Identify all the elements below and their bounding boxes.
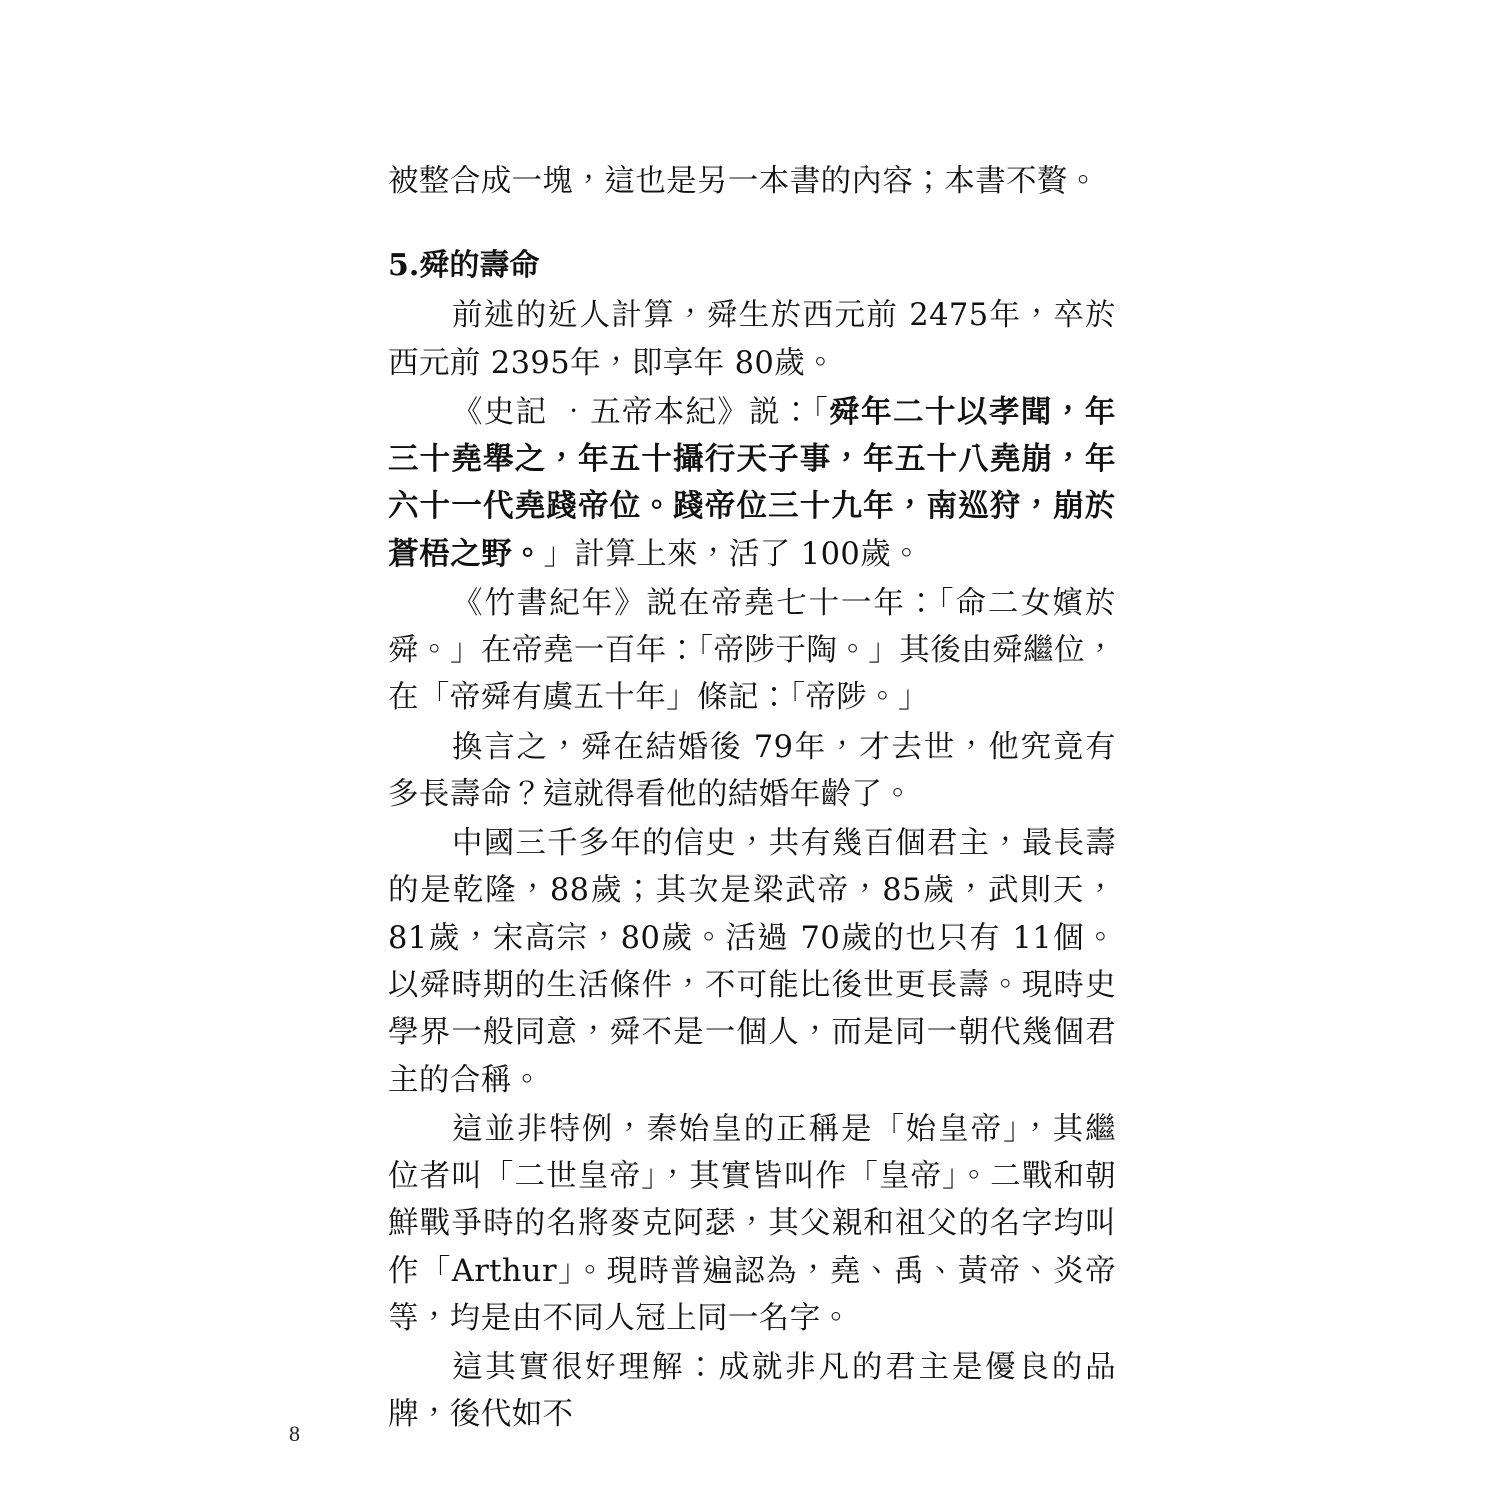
body-text-column [388,158,1116,1439]
paragraph-4: 換言之，舜在結婚後 79年，才去世，他究竟有多長壽命？這就得看他的結婚年齡了。 [388,729,1116,812]
paragraph-2 [388,389,1116,578]
section-heading: 5.舜的壽命 [388,248,540,284]
paragraph-2-quotation: 舜年二十以孝聞，年三十堯舉之，年五十攝行天子事，年五十八堯崩，年六十一代堯踐帝位。踐帝位三十九年，南巡狩，崩於蒼梧之野。 [388,393,1116,572]
paragraph-continued: 被整合成一塊，這也是另一本書的內容；本書不贅。 [388,164,1099,199]
paragraph-5: 中國三千多年的信史，共有幾百個君主，最長壽的是乾隆，88歲；其次是梁武帝，85歲，武則天，81歲，宋高宗，80歲。活過 70歲的也只有 11個。以舜時期的生活條件，不可能比後世更長壽。現時史學界一般同意，舜不是一個人，而是同一朝代幾個君主的合稱。 [388,826,1116,1098]
paragraph-1: 前述的近人計算，舜生於西元前 2475年，卒於西元前 2395年，即享年 80歲。 [388,298,1116,381]
paragraph-2-lead: 《史記 ‧五帝本紀》説：「 [452,394,830,430]
paragraph-2-tail: 」計算上來，活了 100歲。 [543,536,923,572]
paragraph-6: 這並非特例，秦始皇的正稱是「始皇帝」，其繼位者叫「二世皇帝」，其實皆叫作「皇帝」。二戰和朝鮮戰爭時的名將麥克阿瑟，其父親和祖父的名字均叫作「Arthur」。現時普遍認為，堯、禹、黃帝、炎帝等，均是由不同人冠上同一名字。 [388,1111,1116,1336]
paragraph-3: 《竹書紀年》説在帝堯七十一年：「命二女嬪於舜。」在帝堯一百年：「帝陟于陶。」其後由舜繼位，在「帝舜有虞五十年」條記：「帝陟。」 [388,585,1116,716]
paragraph-7: 這其實很好理解：成就非凡的君主是優良的品牌，後代如不 [388,1350,1116,1433]
page-number: 8 [289,1421,300,1446]
